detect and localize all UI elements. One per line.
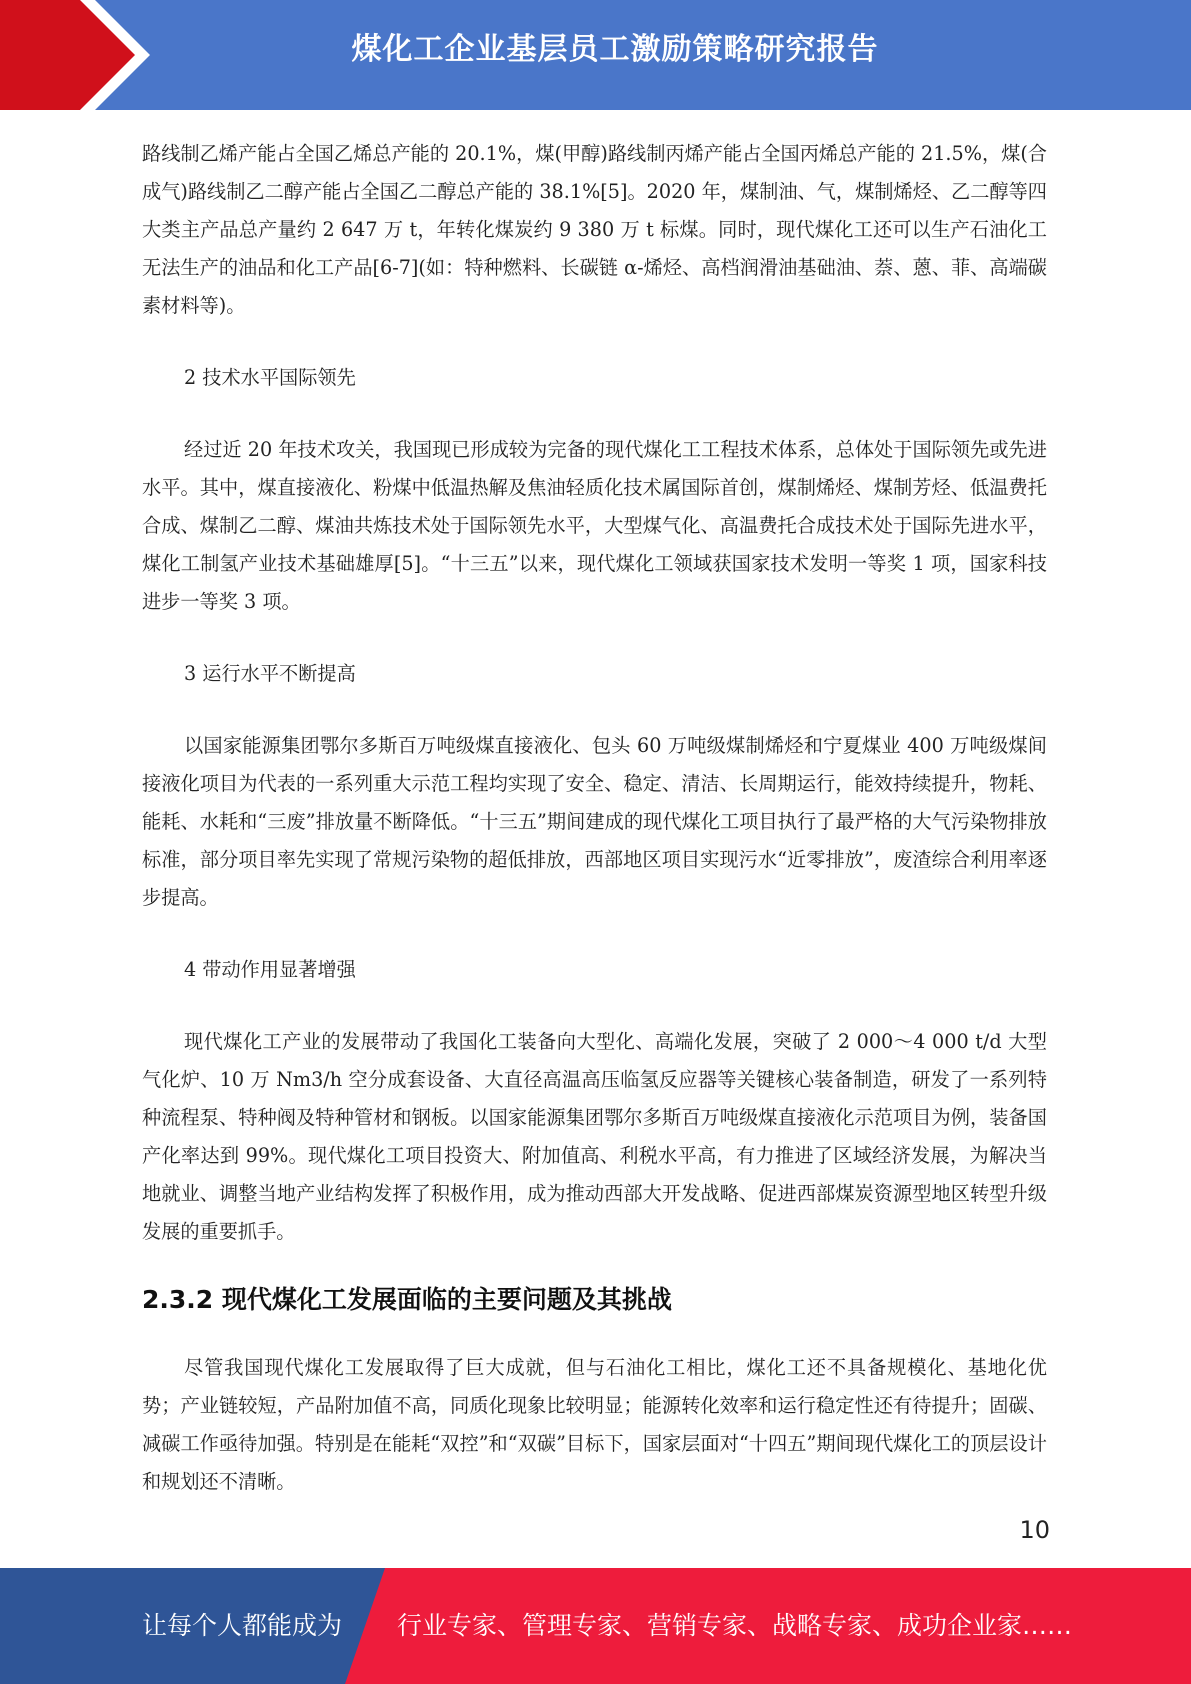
subheading-operation-level: 3 运行水平不断提高 xyxy=(184,662,356,685)
paragraph-operation-level: 以国家能源集团鄂尔多斯百万吨级煤直接液化、包头 60 万吨级煤制烯烃和宁夏煤业 400 万吨级煤间接液化项目为代表的一系列重大示范工程均实现了安全、稳定、清洁、长周期运行，能效持续提升，物耗、能耗、水耗和“三废”排放量不断降低。“十三五”期间建成的现代煤化工项目执行了最严格的大气污染物排放标准，部分项目率先实现了常规污染物的超低排放，西部地区项目实现污水“近零排放”，废渣综合利用率逐步提高。 xyxy=(142,734,1047,909)
paragraph-problems: 尽管我国现代煤化工发展取得了巨大成就，但与石油化工相比，煤化工还不具备规模化、基地化优势；产业链较短，产品附加值不高，同质化现象比较明显；能源转化效率和运行稳定性还有待提升；固碳、减碳工作亟待加强。特别是在能耗“双控”和“双碳”目标下，国家层面对“十四五”期间现代煤化工的顶层设计和规划还不清晰。 xyxy=(142,1356,1047,1493)
subheading-technology-level: 2 技术水平国际领先 xyxy=(184,366,356,389)
section-heading-problems: 2.3.2 现代煤化工发展面临的主要问题及其挑战 xyxy=(142,1285,672,1314)
footer-slogan-left: 让每个人都能成为 xyxy=(142,1611,343,1640)
paragraph-technology-level: 经过近 20 年技术攻关，我国现已形成较为完备的现代煤化工工程技术体系，总体处于国际领先或先进水平。其中，煤直接液化、粉煤中低温热解及焦油轻质化技术属国际首创，煤制烯烃、煤制芳烃、低温费托合成、煤制乙二醇、煤油共炼技术处于国际领先水平，大型煤气化、高温费托合成技术处于国际先进水平，煤化工制氢产业技术基础雄厚[5]。“十三五”以来，现代煤化工领域获国家技术发明一等奖 1 项，国家科技进步一等奖 3 项。 xyxy=(142,438,1047,613)
page-number: 10 xyxy=(1019,1516,1050,1544)
page-body xyxy=(142,135,1047,1501)
footer-slogan-right: 行业专家、管理专家、营销专家、战略专家、成功企业家…… xyxy=(397,1611,1073,1640)
page-footer xyxy=(0,1568,1191,1684)
report-title: 煤化工企业基层员工激励策略研究报告 xyxy=(351,32,879,67)
page-header xyxy=(0,0,1191,110)
paragraph-driving-effect: 现代煤化工产业的发展带动了我国化工装备向大型化、高端化发展，突破了 2 000～4 000 t/d 大型气化炉、10 万 Nm3/h 空分成套设备、大直径高温高压临氢反应器等关键核心装备制造，研发了一系列特种流程泵、特种阀及特种管材和钢板。以国家能源集团鄂尔多斯百万吨级煤直接液化示范项目为例，装备国产化率达到 99%。现代煤化工项目投资大、附加值高、利税水平高，有力推进了区域经济发展，为解决当地就业、调整当地产业结构发挥了积极作用，成为推动西部大开发战略、促进西部煤炭资源型地区转型升级发展的重要抓手。 xyxy=(142,1030,1047,1243)
header-chevron-icon xyxy=(0,0,160,110)
subheading-driving-effect: 4 带动作用显著增强 xyxy=(184,958,356,981)
paragraph-capacity-share: 路线制乙烯产能占全国乙烯总产能的 20.1%，煤(甲醇)路线制丙烯产能占全国丙烯总产能的 21.5%，煤(合成气)路线制乙二醇产能占全国乙二醇总产能的 38.1%[5]。2020 年，煤制油、气，煤制烯烃、乙二醇等四大类主产品总产量约 2 647 万 t，年转化煤炭约 9 380 万 t 标煤。同时，现代煤化工还可以生产石油化工无法生产的油品和化工产品[6-7](如：特种燃料、长碳链 α-烯烃、高档润滑油基础油、萘、蒽、菲、高端碳素材料等)。 xyxy=(142,142,1047,317)
